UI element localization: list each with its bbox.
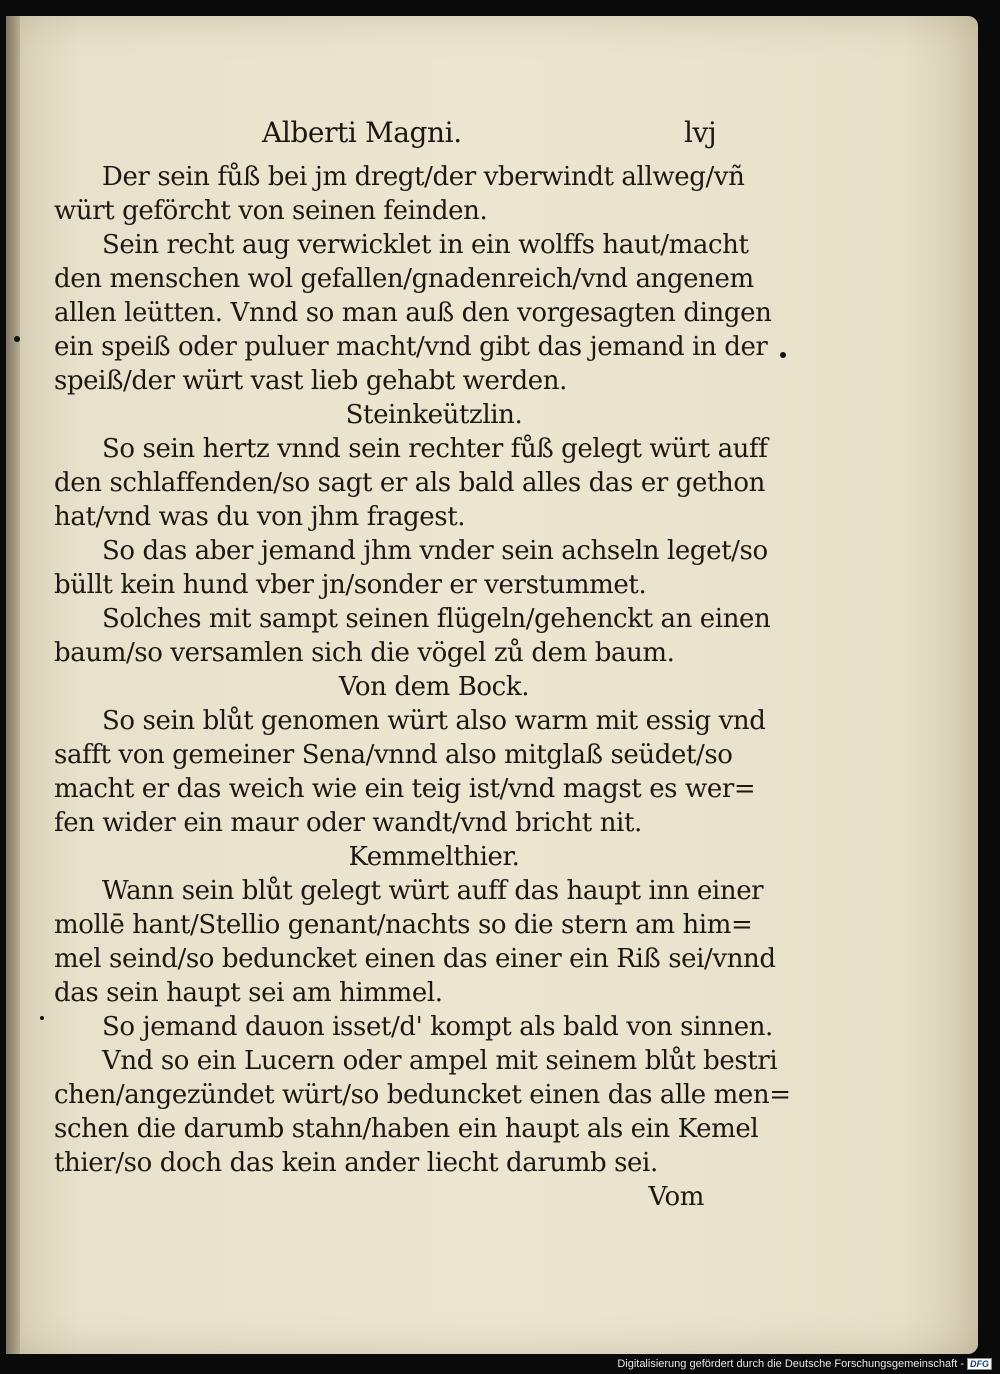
text-line: allen leütten. Vnnd so man auß den vorgesagten dingen	[54, 298, 772, 328]
section-heading: Steinkeützlin.	[345, 400, 523, 430]
dfg-logo: DFG	[967, 1358, 992, 1370]
page-spine-edge	[6, 16, 20, 1354]
folio-number: lvj	[684, 116, 717, 149]
text-line: So sein hertz vnnd sein rechter fůß gelegt würt auff	[102, 434, 768, 464]
text-line: macht er das weich wie ein teig ist/vnd magst es wer=	[54, 774, 756, 804]
text-line: mel seind/so beduncket einen das einer ein Riß sei/vnnd	[54, 944, 776, 974]
text-line: ein speiß oder puluer macht/vnd gibt das jemand in der	[54, 332, 768, 362]
text-line: würt geförcht von seinen feinden.	[54, 196, 488, 226]
book-page	[6, 16, 978, 1354]
page-header	[54, 116, 794, 160]
text-line: Solches mit sampt seinen flügeln/gehenckt an einen	[102, 604, 771, 634]
margin-mark-left	[14, 336, 20, 342]
text-line: Der sein fůß bei jm dregt/der vberwindt allweg/vñ	[102, 162, 745, 192]
text-line: hat/vnd was du von jhm fragest.	[54, 502, 466, 532]
text-line: baum/so versamlen sich die vögel zů dem baum.	[54, 638, 675, 668]
text-line: thier/so doch das kein ander liecht darumb sei.	[54, 1148, 658, 1178]
text-line: Vnd so ein Lucern oder ampel mit seinem blůt bestri	[102, 1046, 778, 1076]
text-line: schen die darumb stahn/haben ein haupt als ein Kemel	[54, 1114, 759, 1144]
text-line: chen/angezündet würt/so beduncket einen das alle men=	[54, 1080, 791, 1110]
digitization-credit	[617, 1358, 992, 1370]
credit-text: Digitalisierung gefördert durch die Deutsche Forschungsgemeinschaft -	[617, 1358, 964, 1370]
text-lines	[54, 160, 794, 1180]
text-line: den menschen wol gefallen/gnadenreich/vnd angenem	[54, 264, 754, 294]
text-line: So jemand dauon isset/d' kompt als bald von sinnen.	[102, 1012, 773, 1042]
section-heading: Kemmelthier.	[348, 842, 520, 872]
running-title: Alberti Magni.	[262, 116, 462, 149]
page-text-block	[54, 116, 794, 1214]
text-line: mollē hant/Stellio genant/nachts so die stern am him=	[54, 910, 753, 940]
text-line: safft von gemeiner Sena/vnnd also mitglaß seüdet/so	[54, 740, 733, 770]
text-line: das sein haupt sei am himmel.	[54, 978, 443, 1008]
text-line: So das aber jemand jhm vnder sein achseln leget/so	[102, 536, 768, 566]
section-heading: Von dem Bock.	[338, 672, 530, 702]
text-line: büllt kein hund vber jn/sonder er verstummet.	[54, 570, 647, 600]
text-line: So sein blůt genomen würt also warm mit essig vnd	[102, 706, 766, 736]
text-line: Wann sein blůt gelegt würt auff das haupt inn einer	[102, 876, 764, 906]
text-line: speiß/der würt vast lieb gehabt werden.	[54, 366, 567, 396]
text-line: den schlaffenden/so sagt er als bald alles das er gethon	[54, 468, 765, 498]
text-line: Sein recht aug verwicklet in ein wolffs haut/macht	[102, 230, 749, 260]
margin-mark-small	[40, 1016, 44, 1020]
catchword: Vom	[648, 1182, 704, 1212]
text-line: fen wider ein maur oder wandt/vnd bricht nit.	[54, 808, 642, 838]
